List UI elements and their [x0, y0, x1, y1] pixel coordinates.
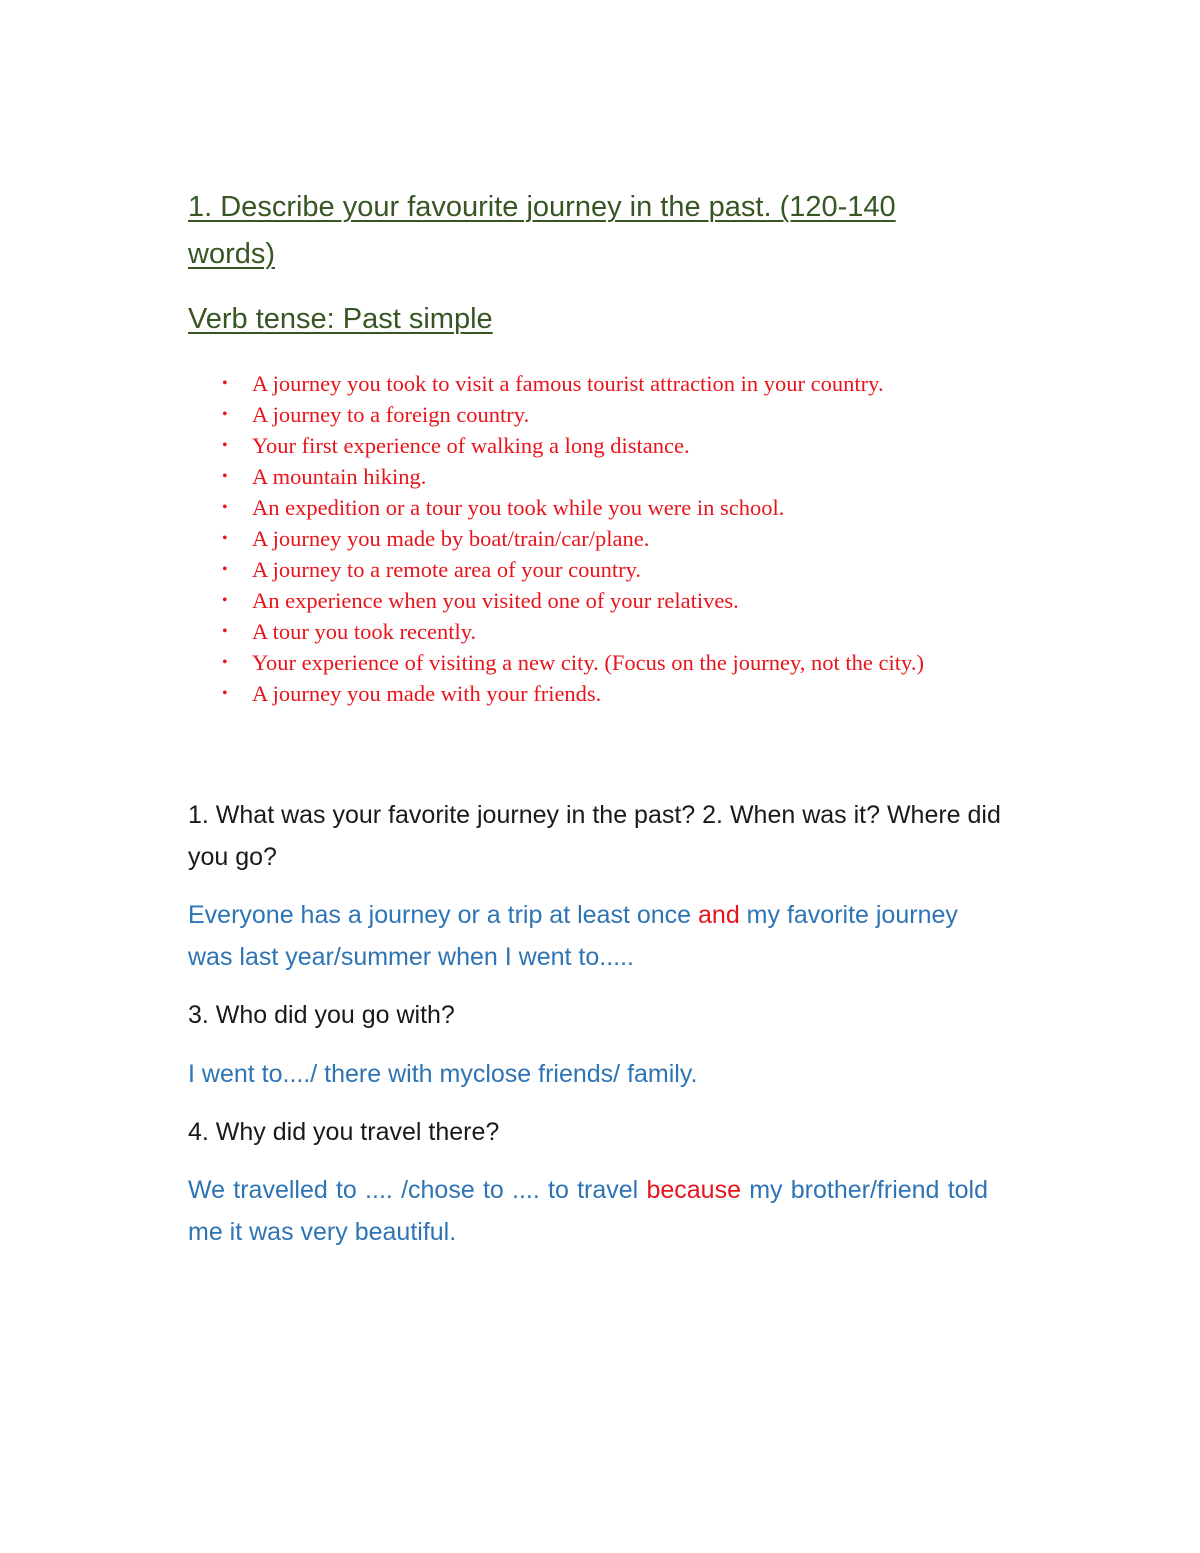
bullet-icon: • — [222, 561, 228, 578]
topic-item: • A journey you made with your friends. — [218, 678, 978, 709]
topic-item: • A mountain hiking. — [218, 461, 978, 492]
topic-item: • An experience when you visited one of your relatives. — [218, 585, 978, 616]
assignment-title: 1. Describe your favourite journey in the past. (120-140 words) — [188, 191, 896, 270]
bullet-icon: • — [222, 406, 228, 423]
bullet-icon: • — [222, 623, 228, 640]
topic-item: • An expedition or a tour you took while you were in school. — [218, 492, 978, 523]
question-3: 3. Who did you go with? — [188, 1001, 455, 1029]
topic-item: • Your experience of visiting a new city. (Focus on the journey, not the city.) — [218, 647, 978, 678]
topic-list — [218, 368, 978, 709]
topic-item: • A tour you took recently. — [218, 616, 978, 647]
answer-4-highlight: because — [646, 1176, 741, 1204]
topic-item: • A journey to a remote area of your country. — [218, 554, 978, 585]
bullet-icon: • — [222, 437, 228, 454]
topic-item: • A journey you took to visit a famous tourist attraction in your country. — [218, 368, 978, 399]
verb-tense-heading: Verb tense: Past simple — [188, 303, 493, 335]
answer-1: Everyone has a journey or a trip at least once and my favorite journey was last year/summer when I went to..... — [188, 901, 958, 971]
topic-item: • A journey you made by boat/train/car/plane. — [218, 523, 978, 554]
bullet-icon: • — [222, 685, 228, 702]
answer-1-highlight: and — [698, 901, 740, 929]
question-4: 4. Why did you travel there? — [188, 1118, 500, 1146]
answer-3: I went to..../ there with myclose friends/ family. — [188, 1060, 698, 1088]
bullet-icon: • — [222, 499, 228, 516]
bullet-icon: • — [222, 468, 228, 485]
topic-item: • Your first experience of walking a long distance. — [218, 430, 978, 461]
bullet-icon: • — [222, 375, 228, 392]
answer-4: We travelled to .... /chose to .... to travel because my brother/friend told me it was very beautiful. — [188, 1176, 988, 1246]
question-1-2: 1. What was your favorite journey in the past? 2. When was it? Where did you go? — [188, 801, 1001, 871]
bullet-icon: • — [222, 530, 228, 547]
bullet-icon: • — [222, 592, 228, 609]
bullet-icon: • — [222, 654, 228, 671]
topic-item: • A journey to a foreign country. — [218, 399, 978, 430]
